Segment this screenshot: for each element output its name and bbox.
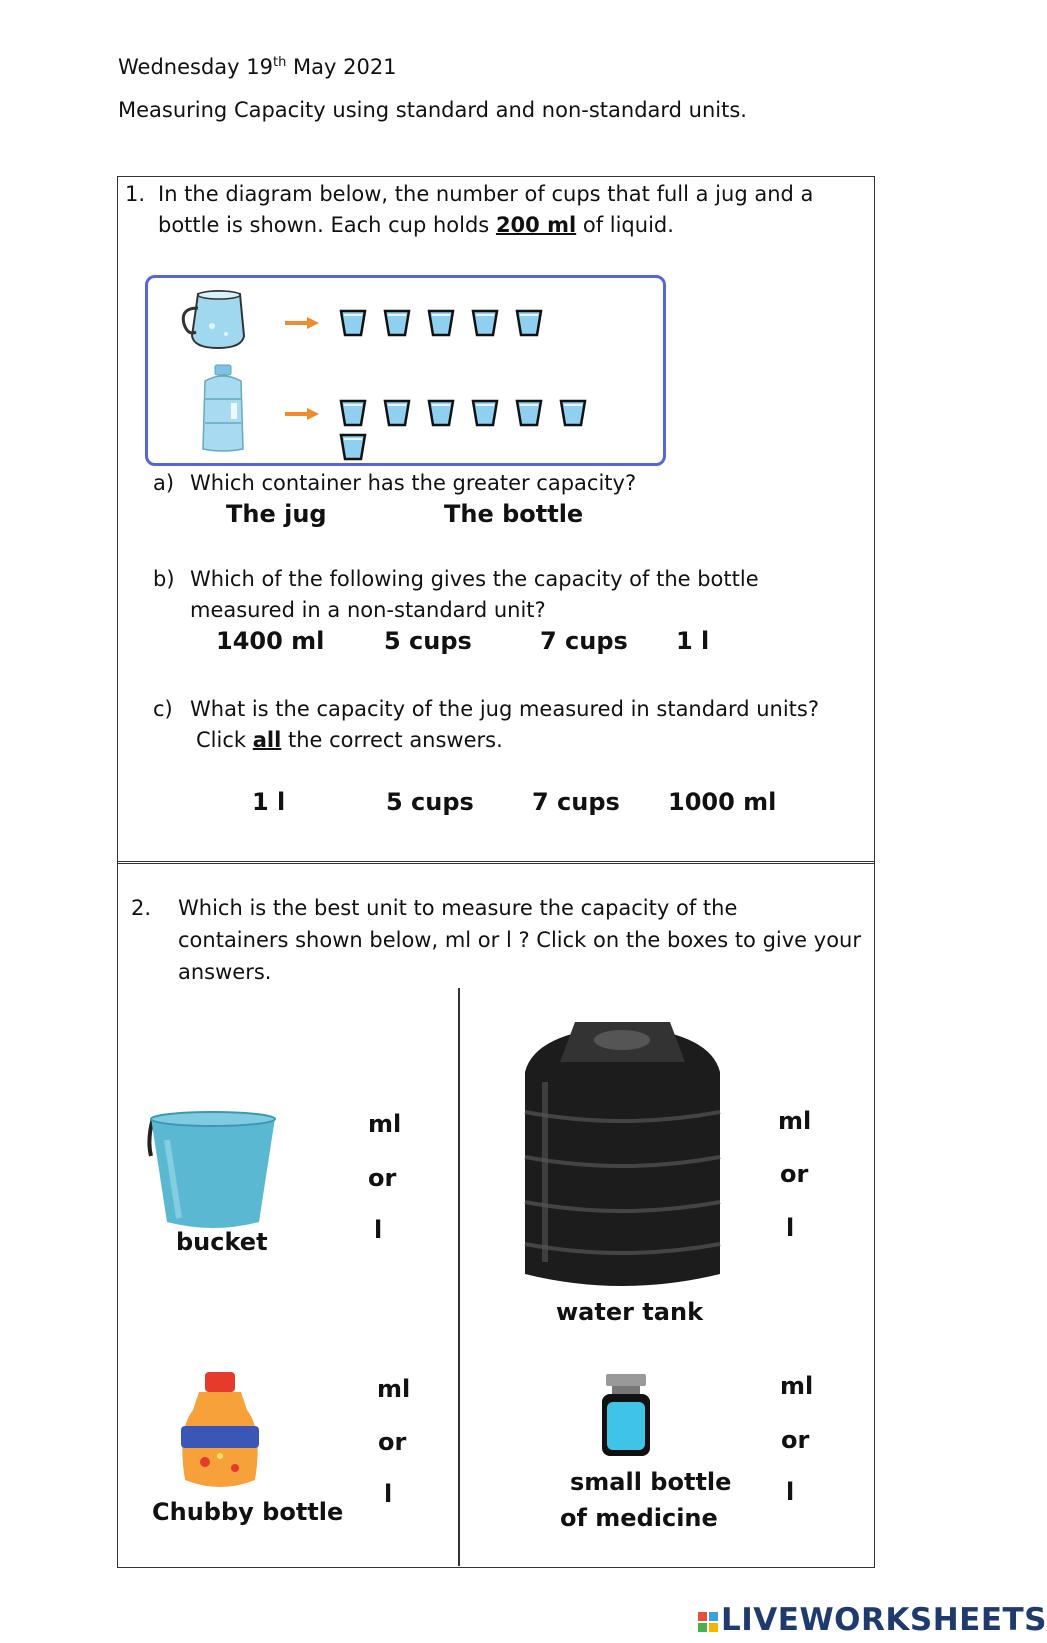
cup-icon bbox=[426, 308, 456, 338]
answer-option-5-cups[interactable]: 5 cups bbox=[384, 627, 472, 655]
arrow-right-icon bbox=[283, 406, 321, 422]
bucket-unit-ml[interactable]: ml bbox=[368, 1110, 402, 1138]
water-tank-icon bbox=[515, 1012, 730, 1302]
q1-text-line2: bottle is shown. Each cup holds 200 ml of liquid. bbox=[158, 213, 674, 237]
answer-option-7-cups[interactable]: 7 cups bbox=[532, 788, 620, 816]
q2-text-line1: Which is the best unit to measure the capacity of the bbox=[178, 896, 738, 920]
answer-option-1-l[interactable]: 1 l bbox=[252, 788, 286, 816]
jug-cups-row bbox=[338, 308, 598, 342]
cup-icon bbox=[382, 308, 412, 338]
cup-icon bbox=[470, 308, 500, 338]
q1c-letter: c) bbox=[153, 697, 173, 721]
water-tank-unit-l[interactable]: l bbox=[786, 1214, 795, 1242]
chubby-bottle-unit-l[interactable]: l bbox=[384, 1480, 393, 1508]
water-tank-label: water tank bbox=[556, 1298, 704, 1326]
bottle-cups-row bbox=[338, 398, 638, 432]
logo-blocks-icon bbox=[697, 1611, 721, 1633]
answer-option-5-cups[interactable]: 5 cups bbox=[386, 788, 474, 816]
q1c-question-line2: Click all the correct answers. bbox=[196, 728, 503, 752]
jug-icon bbox=[178, 286, 258, 352]
bucket-label: bucket bbox=[176, 1228, 268, 1256]
answer-option-1-l[interactable]: 1 l bbox=[676, 627, 710, 655]
chubby-bottle-unit-ml[interactable]: ml bbox=[377, 1375, 411, 1403]
cup-icon bbox=[470, 398, 500, 428]
date: Wednesday 19th May 2021 bbox=[118, 55, 397, 79]
cup-icon bbox=[338, 432, 368, 462]
cup-icon bbox=[558, 398, 588, 428]
q1b-question-line2: measured in a non-standard unit? bbox=[190, 598, 546, 622]
q2-text-line3: answers. bbox=[178, 960, 272, 984]
bucket-icon bbox=[143, 1110, 283, 1235]
q1a-letter: a) bbox=[153, 471, 175, 495]
medicine-bottle-unit-l[interactable]: l bbox=[786, 1478, 795, 1506]
cup-icon bbox=[514, 308, 544, 338]
q1-text-line1: In the diagram below, the number of cups that full a jug and a bbox=[158, 182, 814, 206]
q1a-question: Which container has the greater capacity? bbox=[190, 471, 637, 495]
arrow-right-icon bbox=[283, 315, 321, 331]
q1b-letter: b) bbox=[153, 567, 175, 591]
q2-text-line2: containers shown below, ml or l ? Click on the boxes to give your bbox=[178, 928, 861, 952]
water-tank-or-text: or bbox=[780, 1160, 809, 1188]
liveworksheets-logo: LIVEWORKSHEETS bbox=[697, 1602, 1047, 1636]
cup-icon bbox=[382, 398, 412, 428]
bucket-unit-l[interactable]: l bbox=[374, 1216, 383, 1244]
q1-number: 1. bbox=[125, 182, 146, 206]
answer-option-the-jug[interactable]: The jug bbox=[226, 500, 327, 528]
medicine-bottle-or-text: or bbox=[781, 1426, 810, 1454]
worksheet-title: Measuring Capacity using standard and non-standard units. bbox=[118, 98, 747, 122]
chubby-bottle-or-text: or bbox=[378, 1428, 407, 1456]
bucket-or-text: or bbox=[368, 1164, 397, 1192]
medicine-bottle-label-line2: of medicine bbox=[560, 1504, 718, 1532]
cup-icon bbox=[426, 398, 456, 428]
medicine-bottle-label-line1: small bottle bbox=[570, 1468, 732, 1496]
chubby-bottle-icon bbox=[175, 1370, 265, 1495]
water-tank-unit-ml[interactable]: ml bbox=[778, 1107, 812, 1135]
cups-diagram bbox=[145, 275, 666, 466]
answer-option-the-bottle[interactable]: The bottle bbox=[444, 500, 584, 528]
cup-icon bbox=[338, 398, 368, 428]
medicine-bottle-unit-ml[interactable]: ml bbox=[780, 1372, 814, 1400]
medicine-bottle-icon bbox=[598, 1372, 654, 1458]
cup-icon bbox=[338, 308, 368, 338]
q1c-question-line1: What is the capacity of the jug measured in standard units? bbox=[190, 697, 819, 721]
q1b-question-line1: Which of the following gives the capacity of the bottle bbox=[190, 567, 759, 591]
cup-icon bbox=[514, 398, 544, 428]
answer-option-7-cups[interactable]: 7 cups bbox=[540, 627, 628, 655]
answer-option-1400-ml[interactable]: 1400 ml bbox=[216, 627, 325, 655]
column-divider bbox=[458, 988, 460, 1566]
answer-option-1000-ml[interactable]: 1000 ml bbox=[668, 788, 777, 816]
chubby-bottle-label: Chubby bottle bbox=[152, 1498, 344, 1526]
q2-number: 2. bbox=[131, 896, 152, 920]
water-bottle-icon bbox=[193, 363, 253, 453]
